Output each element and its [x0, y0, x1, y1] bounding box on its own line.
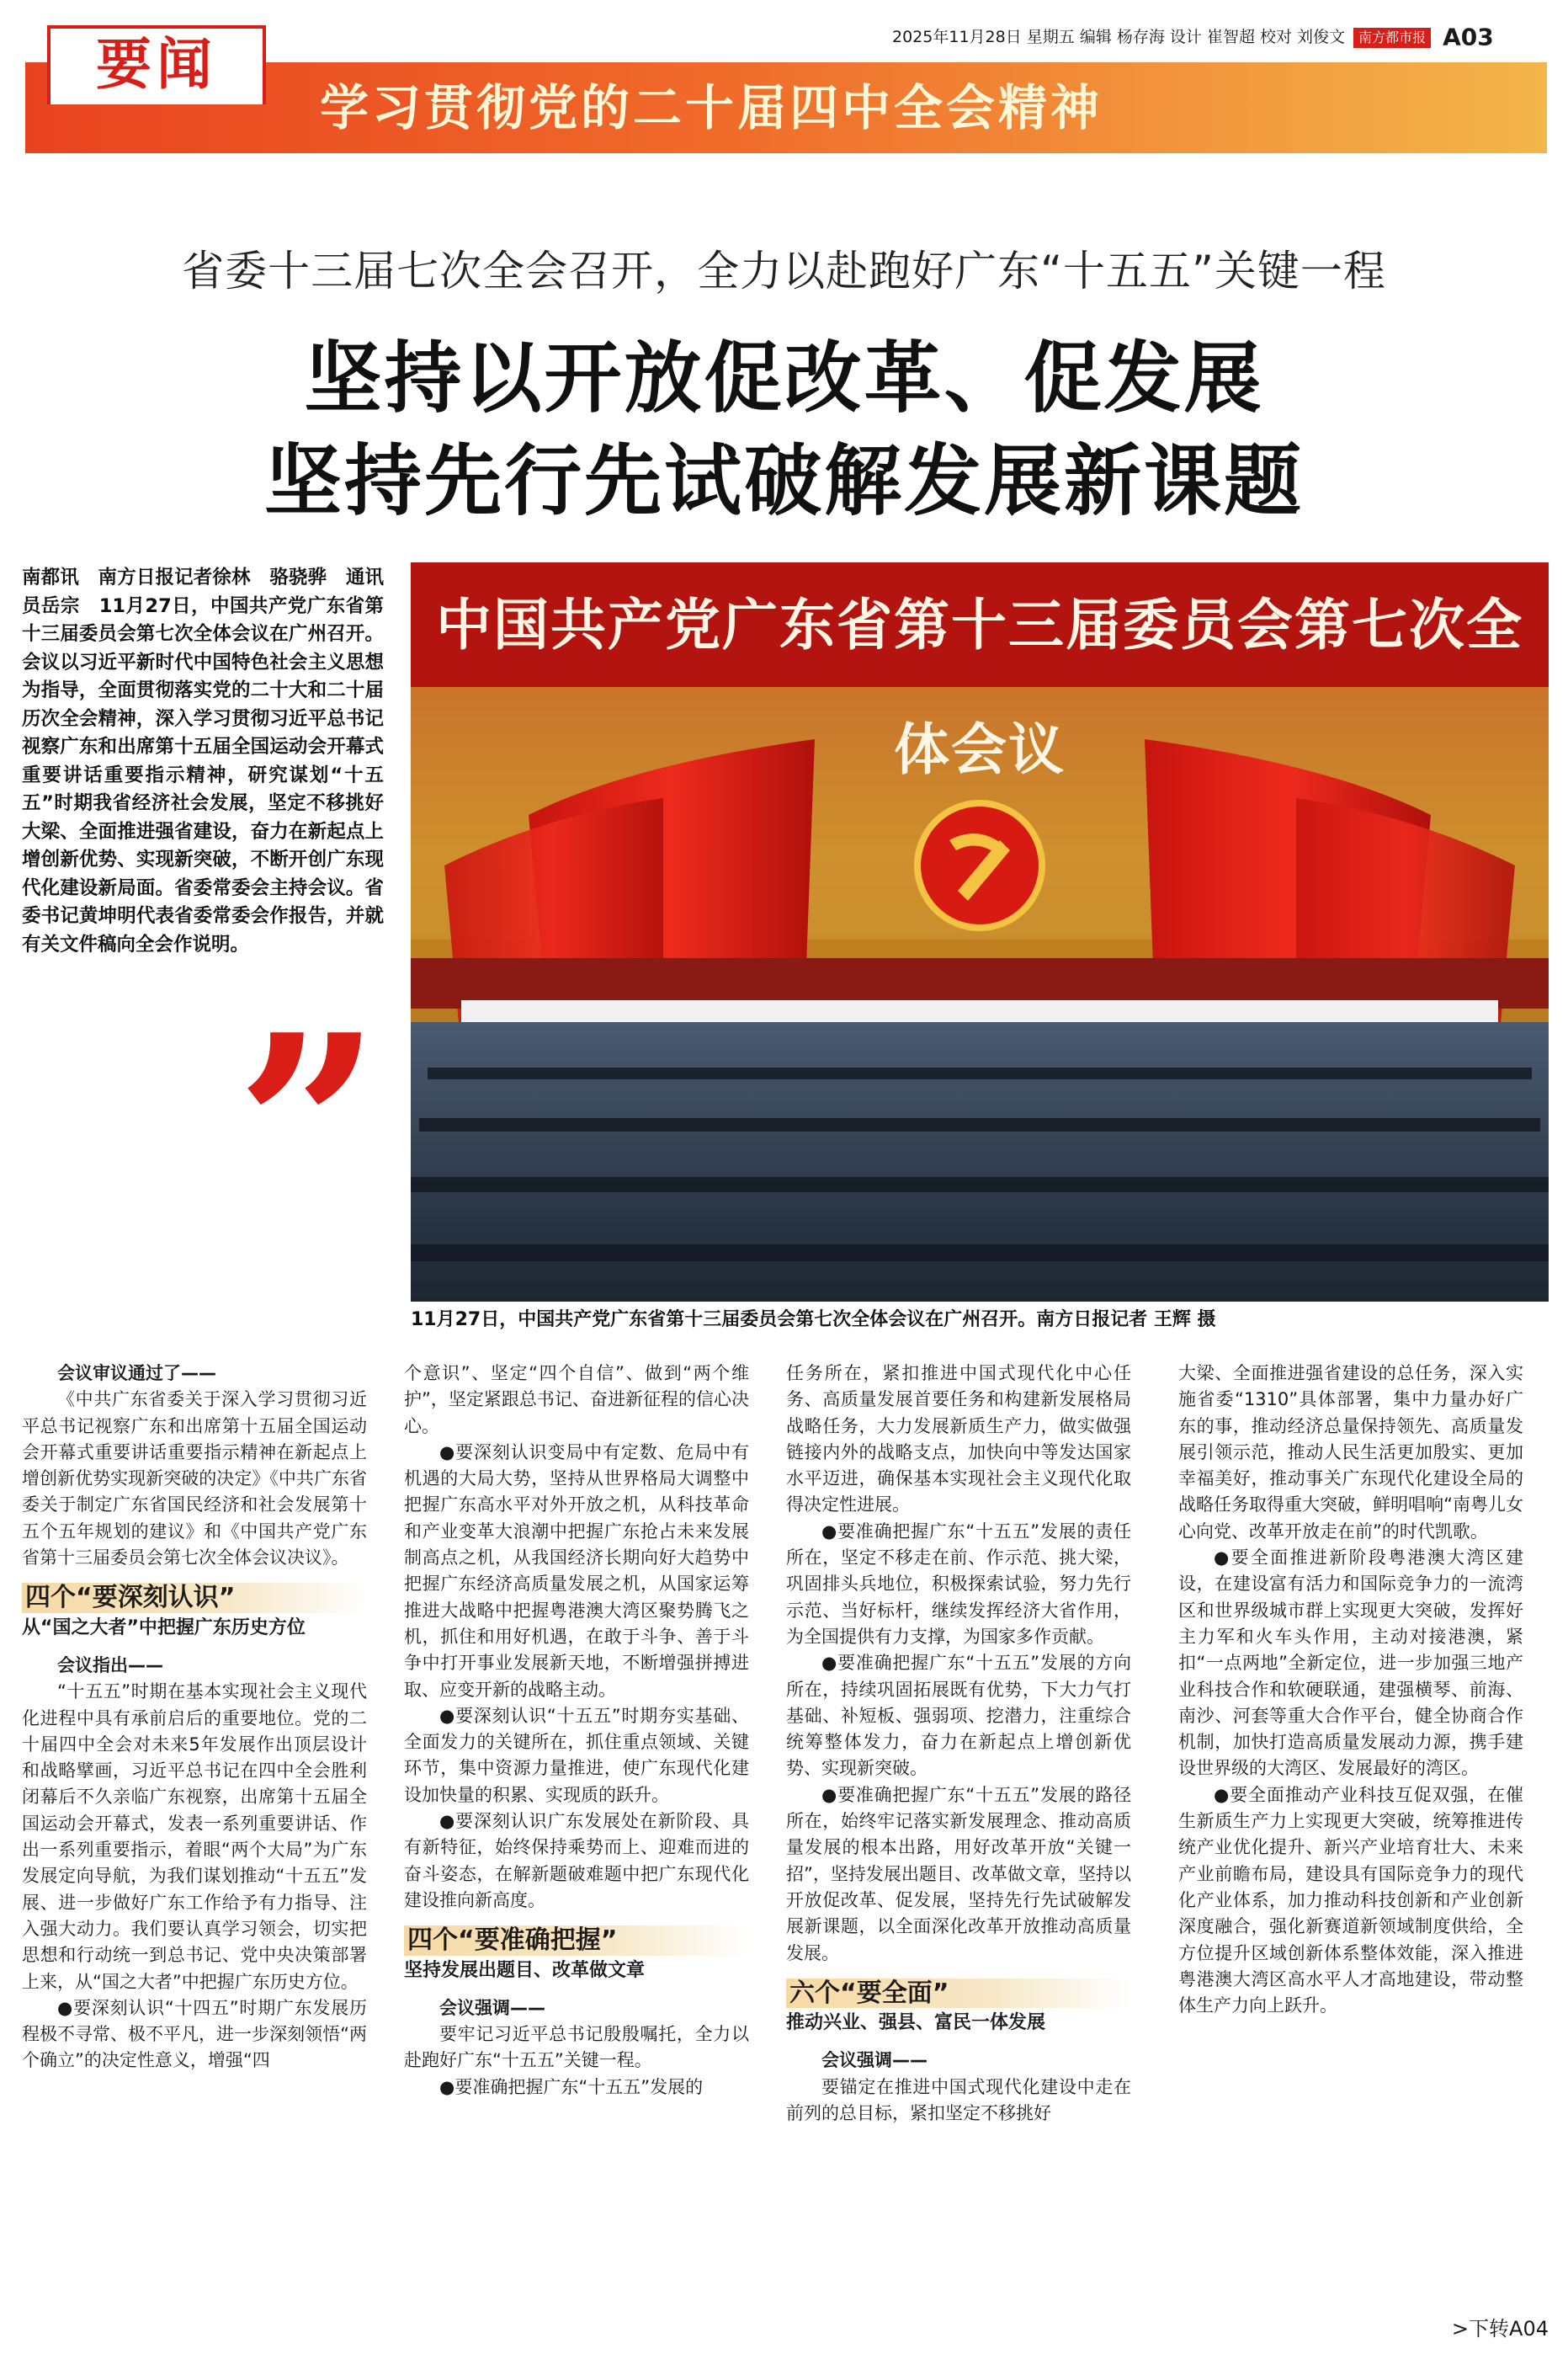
masthead-info	[892, 20, 1549, 54]
subsection-subheading: 从“国之大者”中把握广东历史方位	[22, 1616, 306, 1638]
body-paragraph: ●要准确把握广东“十五五”发展的	[439, 2076, 704, 2097]
body-paragraph: ●要深刻认识“十四五”时期广东发展历程极不寻常、极不平凡，进一步深刻领悟“两个确立”的决定性意义，增强“四	[22, 1997, 367, 2071]
body-paragraph: 大梁、全面推进强省建设的总任务，深入实施省委“1310”具体部署，集中力量办好广东的事，推动经济总量保持领先、高质量发展引领示范，推动人民生活更加殷实、更加幸福美好，推动事关广东现代化建设全局的战略任务取得重大突破，鲜明唱响“南粤儿女心向党、改革开放走在前”的时代凯歌。	[1178, 1363, 1523, 1542]
subsection-subheading: 推动兴业、强县、富民一体发展	[786, 2012, 1046, 2034]
paragraph-label: 会议强调——	[439, 1997, 545, 2018]
body-paragraph: ●要深刻认识“十五五”时期夯实基础、全面发力的关键所在，抓住重点领域、关键环节，集中资源力量推进，使广东现代化建设加快量的积累、实现质的跃升。	[404, 1705, 749, 1805]
headline-line-1: 坚持以开放促改革、促发展	[304, 333, 1264, 423]
section-tag: 要闻	[96, 32, 217, 97]
body-paragraph: ●要深刻认识变局中有定数、危局中有机遇的大局大势，坚持从世界格局大调整中把握广东高水平对外开放之机，从科技革命和产业变革大浪潮中把握广东抢占未来发展制高点之机，从我国经济长期向好大趋势中把握广东经济高质量发展之机，从国家运筹推进大战略中把握粤港澳大湾区聚势腾飞之机，抓住和用好机遇，在敢于斗争、善于斗争中打开事业发展新天地，不断增强拼搏进取、应变开新的战略主动。	[404, 1441, 749, 1700]
paragraph-label: 会议强调——	[821, 2050, 928, 2071]
subsection-heading: 四个“要准确把握”	[404, 1925, 749, 1955]
article-column-4	[1178, 1361, 1523, 2019]
article-lead: 南都讯 南方日报记者徐林 骆骁骅 通讯员岳宗 11月27日，中国共产党广东省第十三届委员会第七次全体会议在广州召开。会议以习近平新时代中国特色社会主义思想为指导，全面贯彻落实党的二十大和二十届历次全会精神，深入学习贯彻习近平总书记视察广东和出席第十五届全国运动会开幕式重要讲话重要指示精神，研究谋划“十五五”时期我省经济社会发展，坚定不移挑好大梁、全面推进强省建设，奋力在新起点上增创新优势、实现新突破，不断开创广东现代化建设新局面。省委常委会主持会议。省委书记黄坤明代表省委常委会作报告，并就有关文件稿向全会作说明。	[22, 567, 384, 956]
quote-mark-icon: ”	[236, 979, 381, 1276]
article-column-2	[404, 1361, 749, 2101]
continued-on-page-link[interactable]: >下转A04	[1451, 2317, 1549, 2341]
page-number: A03	[1443, 23, 1494, 51]
paper-logo: 南方都市报	[1353, 28, 1431, 48]
subsection-subheading: 坚持发展出题目、改革做文章	[404, 1959, 646, 1981]
body-paragraph: ●要全面推进新阶段粤港澳大湾区建设，在建设富有活力和国际竞争力的一流湾区和世界级城市群上实现更大突破，发挥好主力军和火车头作用，主动对接港澳，紧扣“一点两地”全新定位，进一步加强三地产业科技合作和软硬联通，建强横琴、前海、南沙、河套等重大合作平台，健全协商合作机制，加快打造高质量发展动力源，携手建设世界级的大湾区、发展最好的湾区。	[1178, 1547, 1523, 1779]
body-paragraph: ●要准确把握广东“十五五”发展的方向所在，持续巩固拓展既有优势，下大力气打基础、补短板、强弱项、挖潜力，注重综合统筹整体发力，奋力在新起点上增创新优势、实现新突破。	[786, 1653, 1131, 1779]
photo-banner-text: 中国共产党广东省第十三届委员会第七次全体会议	[436, 592, 1523, 782]
body-paragraph: 任务所在，紧扣推进中国式现代化中心任务、高质量发展首要任务和构建新发展格局战略任务，大力发展新质生产力，做实做强链接内外的战略支点，加快向中等发达国家水平迈进，确保基本实现社会主义现代化取得决定性进展。	[786, 1363, 1131, 1515]
photo-caption: 11月27日，中国共产党广东省第十三届委员会第七次全体会议在广州召开。南方日报记者 王辉 摄	[411, 1309, 1216, 1330]
subsection-heading: 六个“要全面”	[786, 1979, 1131, 2008]
subsection-heading: 四个“要深刻认识”	[22, 1583, 367, 1612]
paragraph-label: 会议指出——	[57, 1654, 163, 1675]
body-paragraph: ●要全面推动产业科技互促双强，在催生新质生产力上实现更大突破，统筹推进传统产业优化提升、新兴产业培育壮大、未来产业前瞻布局，建设具有国际竞争力的现代化产业体系，加力推动科技创新和产业创新深度融合，强化新赛道新领域制度供给，全方位提升区域创新体系整体效能，深入推进粤港澳大湾区高水平人才高地建设，带动整体生产力向上跃升。	[1178, 1784, 1523, 2016]
body-paragraph: “十五五”时期在基本实现社会主义现代化进程中具有承前启后的重要地位。党的二十届四中全会对未来5年发展作出顶层设计和战略擘画，习近平总书记在四中全会胜利闭幕后不久亲临广东视察，出席第十五届全国运动会开幕式，发表一系列重要讲话、作出一系列重要指示，着眼“两个大局”为广东发展定向导航，为我们谋划推动“十五五”发展、进一步做好广东工作给予有力指导、注入强大动力。我们要认真学习领会，切实把思想和行动统一到总书记、党中央决策部署上来，从“国之大者”中把握广东历史方位。	[22, 1681, 367, 1992]
body-paragraph: 《中共广东省委关于深入学习贯彻习近平总书记视察广东和出席第十五届全国运动会开幕式重要讲话重要指示精神在新起点上增创新优势实现新突破的决定》《中共广东省委关于制定广东省国民经济和社会发展第十五个五年规划的建议》和《中国共产党广东省第十三届委员会第七次全体会议决议》。	[22, 1389, 367, 1568]
body-paragraph: ●要深刻认识广东发展处在新阶段、具有新特征，始终保持乘势而上、迎难而进的奋斗姿态，在解新题破难题中把广东现代化建设推向新高度。	[404, 1811, 749, 1910]
body-paragraph: 个意识”、坚定“四个自信”、做到“两个维护”，坚定紧跟总书记、奋进新征程的信心决心。	[404, 1363, 749, 1436]
headline-line-2: 坚持先行先试破解发展新课题	[263, 436, 1304, 526]
article-kicker: 省委十三届七次全会召开，全力以赴跑好广东“十五五”关键一程	[182, 247, 1386, 296]
body-paragraph: 要锚定在推进中国式现代化建设中走在前列的总目标，紧扣坚定不移挑好	[786, 2076, 1131, 2124]
article-column-1	[22, 1361, 367, 2074]
section-banner-title: 学习贯彻党的二十届四中全会精神	[320, 79, 1103, 136]
paragraph-label: 会议审议通过了——	[57, 1363, 216, 1383]
body-paragraph: ●要准确把握广东“十五五”发展的责任所在，坚定不移走在前、作示范、挑大梁，巩固排头兵地位，积极探索试验，努力先行示范、当好标杆，继续发挥经济大省作用，为全国提供有力支撑，为国家多作贡献。	[786, 1521, 1131, 1647]
issue-date: 2025年11月28日	[892, 28, 1022, 46]
body-paragraph: 要牢记习近平总书记殷殷嘱托，全力以赴跑好广东“十五五”关键一程。	[404, 2024, 749, 2071]
editor-credits: 编辑 杨存海 设计 崔智超 校对 刘俊文	[1079, 28, 1346, 46]
issue-weekday: 星期五	[1026, 28, 1075, 46]
article-column-3	[786, 1361, 1131, 2127]
body-paragraph: ●要准确把握广东“十五五”发展的路径所在，始终牢记落实新发展理念、推动高质量发展的根本出路，用好改革开放“关键一招”，坚持发展出题目、改革做文章，坚持以开放促改革、促发展，坚持先行先试破解发展新课题，以全面深化改革开放推动高质量发展。	[786, 1784, 1131, 1963]
